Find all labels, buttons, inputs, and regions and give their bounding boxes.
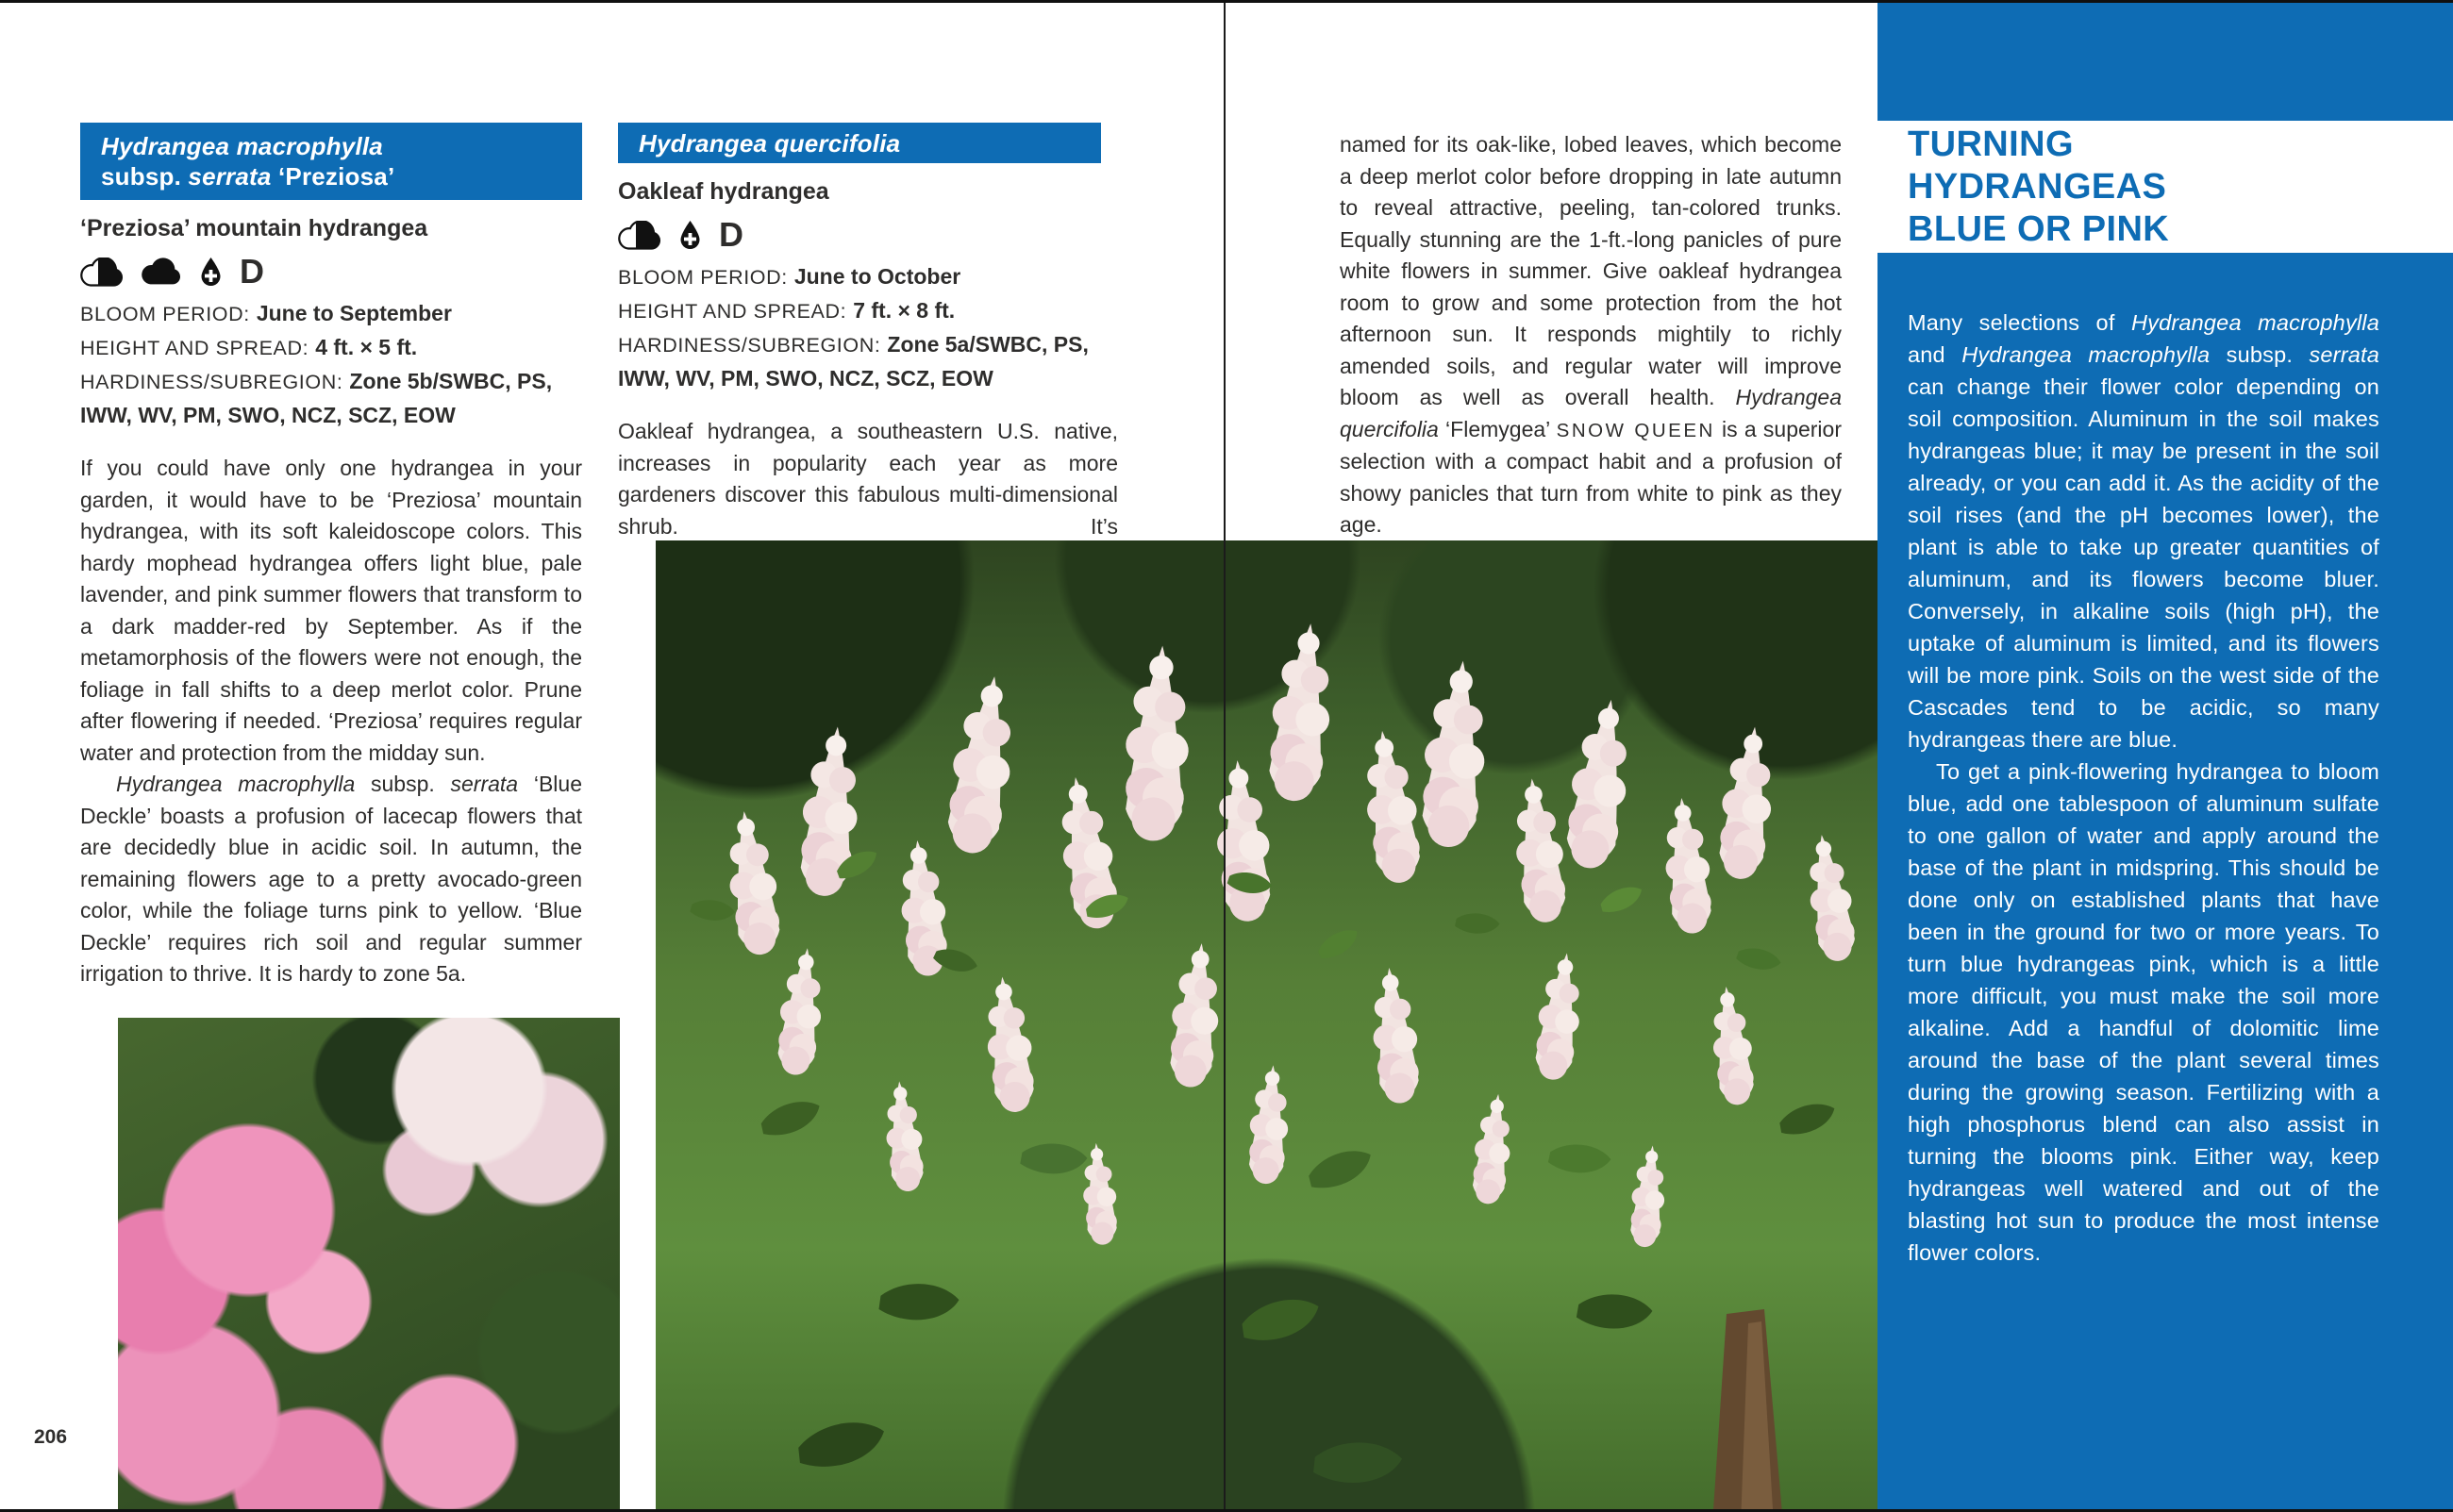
spec-label: HARDINESS/SUBREGION:: [618, 334, 881, 357]
spec-bloom-period: [80, 297, 582, 331]
quercifolia-continuation-column: [1340, 129, 1842, 541]
sidebar-body-text: [1908, 307, 2379, 1269]
top-edge-rule: [0, 0, 2453, 3]
spec-label: BLOOM PERIOD:: [80, 303, 250, 325]
sidebar-turning-hydrangeas: [1877, 3, 2453, 1509]
entry-body-text: [80, 453, 582, 990]
water-icon: [199, 257, 223, 288]
spec-value: 4 ft. × 5 ft.: [315, 335, 418, 359]
spec-height-spread: [80, 331, 582, 365]
spec-label: HEIGHT AND SPREAD:: [618, 300, 847, 323]
sidebar-title: TURNING: [1908, 124, 2074, 164]
full-shade-icon: [141, 258, 182, 286]
entry-hydrangea-quercifolia: [618, 123, 1118, 542]
deciduous-icon: D: [719, 215, 743, 254]
common-name: ‘Preziosa’ mountain hydrangea: [80, 215, 428, 241]
partial-shade-icon: [80, 258, 124, 287]
care-icon-row: [80, 254, 582, 290]
spec-list: [80, 297, 582, 432]
spec-label: BLOOM PERIOD:: [618, 266, 788, 289]
sidebar-paragraph: Many selections of Hydrangea macrophylla and Hydrangea macrophylla subsp. serrata can change their flower color depending on soil composition. Aluminum in the soil makes hydrangeas blue; it may be present in the soil already, or you can add it. As the acidity of the soil rises (and the pH becomes lower), the plant is able to take up greater quantities of aluminum, and its flowers become bluer. Conversely, in alkaline soils (high pH), the uptake of aluminum is limited, and its flowers will be more pink. Soils on the west side of the Cascades tend to be acidic, so many hydrangeas there are blue.: [1908, 310, 2380, 752]
spec-value: Zone 5a/SWBC, PS, IWW, WV, PM, SWO, NCZ, SCZ, EOW: [618, 332, 1089, 390]
body-paragraph: If you could have only one hydrangea in your garden, it would have to be ‘Preziosa’ mountain hydrangea, with its soft kaleidoscope colors. This hardy mophead hydrangea offers light blue, pale lavender, and pink summer flowers that transform to a dark madder-red by September. As if the metamorphosis of the flowers were not enough, the foliage in fall shifts to a deep merlot color. Prune after flowering if needed. ‘Preziosa’ requires regular water and protection from the midday sun.: [80, 456, 582, 765]
spec-label: HARDINESS/SUBREGION:: [80, 371, 343, 393]
entry-header-bar: [618, 123, 1101, 163]
spec-bloom-period: [618, 260, 1118, 294]
body-paragraph: Hydrangea macrophylla subsp. serrata ‘Blue Deckle’ boasts a profusion of lacecap flowers that are decidedly blue in acidic soil. In autumn, the remaining flowers age to a pretty avocado-green color, while the foliage turns pink to yellow. ‘Blue Deckle’ requires rich soil and regular summer irrigation to thrive. It is hardy to zone 5a.: [80, 772, 582, 986]
page-gutter-line: [1224, 3, 1226, 1509]
botanical-name-line1: Hydrangea quercifolia: [639, 128, 901, 158]
entry-hydrangea-preziosa: [80, 123, 582, 990]
sidebar-title-band: [1877, 121, 2453, 253]
spec-list: [618, 260, 1118, 395]
spec-value: Zone 5b/SWBC, PS, IWW, WV, PM, SWO, NCZ, SCZ, EOW: [80, 369, 553, 427]
spec-hardiness: [618, 328, 1118, 395]
body-paragraph: named for its oak-like, lobed leaves, which become a deep merlot color before dropping in late autumn to reveal attractive, peeling, tan-colored trunks. Equally stunning are the 1-ft.-long panicles of pure white flowers in summer. Give oakleaf hydrangea room to grow and some protection from the hot afternoon sun. It responds mightily to richly amended soils, and regular water will improve bloom as well as overall health. Hydrangea quercifolia ‘Flemygea’ SNOW QUEEN is a superior selection with a compact habit and a profusion of showy panicles that turn from white to pink as they age.: [1340, 132, 1842, 537]
photo-pink-mophead-hydrangea: [118, 1018, 620, 1512]
entry-body-text: [618, 416, 1118, 542]
sidebar-title: HYDRANGEAS: [1908, 166, 2167, 207]
sidebar-paragraph: To get a pink-flowering hydrangea to bloom blue, add one tablespoon of aluminum sulfate to one gallon of water and apply around the base of the plant in midspring. This should be done only on established plants that have been in the ground for two or more years. To turn blue hydrangeas pink, which is a little more difficult, you must make the soil more alkaline. Add a handful of dolomitic lime around the base of the plant several times during the growing season. Fertilizing with a high phosphorus blend can also assist in turning the blooms pink. Either way, keep hydrangeas well watered and out of the blasting hot sun to produce the most intense flower colors.: [1908, 759, 2379, 1265]
spec-hardiness: [80, 365, 582, 432]
entry-header-bar: [80, 123, 582, 200]
common-name: Oakleaf hydrangea: [618, 178, 829, 205]
oakleaf-panicles-illustration: [656, 540, 1882, 1512]
page-number: 206: [34, 1426, 68, 1448]
spec-value: June to October: [793, 264, 961, 289]
partial-shade-icon: [618, 221, 661, 250]
spec-label: HEIGHT AND SPREAD:: [80, 337, 309, 359]
spec-value: June to September: [256, 301, 452, 325]
botanical-name-line2: subsp. serrata ‘Preziosa’: [101, 162, 395, 191]
care-icon-row: [618, 217, 1118, 253]
photo-oakleaf-hydrangea: [656, 540, 1882, 1512]
sidebar-title: BLUE OR PINK: [1908, 208, 2170, 249]
water-icon: [678, 220, 702, 251]
spec-value: 7 ft. × 8 ft.: [853, 298, 956, 323]
body-paragraph: Oakleaf hydrangea, a southeastern U.S. native, increases in popularity each year as more gardeners discover this fabulous multi-dimensional shrub. It’s: [618, 419, 1118, 539]
botanical-name-line1: Hydrangea macrophylla: [101, 132, 383, 160]
deciduous-icon: D: [240, 252, 264, 291]
spec-height-spread: [618, 294, 1118, 328]
